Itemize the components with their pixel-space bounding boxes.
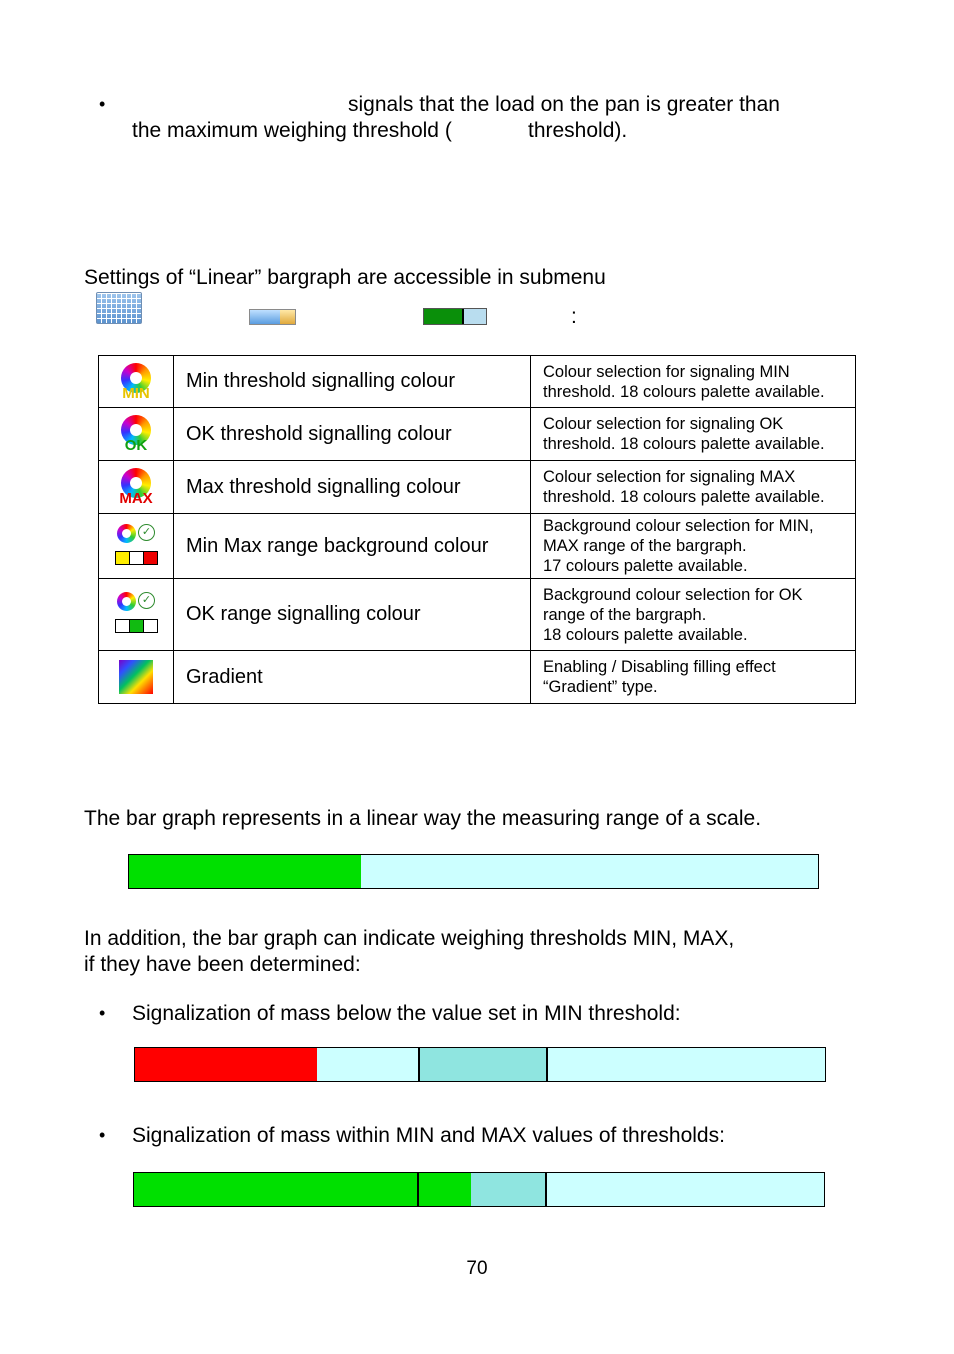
min-icon-label: MIN bbox=[122, 384, 150, 402]
row-name: OK range signalling colour bbox=[174, 579, 531, 651]
table-icon-cell bbox=[99, 651, 174, 704]
grid-menu-icon bbox=[96, 292, 142, 324]
bargraph-example-within-range bbox=[133, 1172, 825, 1207]
bar-fill bbox=[134, 1173, 471, 1206]
row-name: Max threshold signalling colour bbox=[174, 461, 531, 514]
table-row bbox=[99, 356, 856, 408]
bargraph-description: The bar graph represents in a linear way the measuring range of a scale. bbox=[84, 807, 762, 830]
row-description-line: Colour selection for signaling OK bbox=[543, 415, 784, 433]
bargraph-example-basic bbox=[128, 854, 819, 889]
below-min-text: Signalization of mass below the value set in MIN threshold: bbox=[132, 1002, 681, 1025]
row-description-line: threshold. 18 colours palette available. bbox=[543, 488, 825, 506]
row-description-line: threshold. 18 colours palette available. bbox=[543, 435, 825, 453]
row-description-line: Colour selection for signaling MAX bbox=[543, 468, 796, 486]
row-description-line: Enabling / Disabling filling effect bbox=[543, 658, 776, 676]
ok-range-icon: ✓ bbox=[99, 592, 173, 637]
bar-threshold-tick bbox=[418, 1048, 420, 1081]
page-number: 70 bbox=[466, 1258, 488, 1279]
bullet-dot: • bbox=[99, 94, 106, 114]
bargraph-icon bbox=[249, 309, 296, 325]
thresholds-text-line2: if they have been determined: bbox=[84, 953, 361, 976]
bullet-dot: • bbox=[99, 1003, 106, 1023]
within-range-text: Signalization of mass within MIN and MAX values of thresholds: bbox=[132, 1124, 725, 1147]
row-description-line: Background colour selection for MIN, bbox=[543, 517, 814, 535]
row-name: Min Max range background colour bbox=[174, 514, 531, 579]
row-description bbox=[531, 579, 856, 651]
row-description bbox=[531, 651, 856, 704]
min-max-range-icon: ✓ bbox=[99, 524, 173, 569]
row-name: OK threshold signalling colour bbox=[174, 408, 531, 461]
row-description-line: threshold. 18 colours palette available. bbox=[543, 382, 825, 401]
table-icon-cell bbox=[99, 461, 174, 514]
bar-fill bbox=[135, 1048, 317, 1081]
thresholds-text-line1: In addition, the bar graph can indicate weighing thresholds MIN, MAX, bbox=[84, 927, 735, 950]
settings-text: Settings of “Linear” bargraph are accessible in submenu bbox=[84, 266, 606, 289]
table-row bbox=[99, 461, 856, 514]
row-description-line: Background colour selection for OK bbox=[543, 585, 803, 604]
table-row bbox=[99, 514, 856, 579]
intro-text-line2a: the maximum weighing threshold ( bbox=[132, 119, 452, 142]
gradient-icon bbox=[119, 660, 153, 694]
max-icon-label: MAX bbox=[119, 490, 153, 507]
row-name: Min threshold signalling colour bbox=[174, 356, 531, 408]
bargraph-example-below-min bbox=[134, 1047, 826, 1082]
ok-icon-label: OK bbox=[124, 437, 148, 454]
intro-text-line2b: threshold). bbox=[528, 119, 628, 142]
table-row bbox=[99, 579, 856, 651]
row-description-line: 18 colours palette available. bbox=[543, 625, 748, 644]
table-row bbox=[99, 651, 856, 704]
bar-threshold-tick bbox=[546, 1048, 548, 1081]
row-name: Gradient bbox=[174, 651, 531, 704]
table-icon-cell bbox=[99, 408, 174, 461]
bar-threshold-tick bbox=[545, 1173, 547, 1206]
row-description bbox=[531, 461, 856, 514]
row-description-line: 17 colours palette available. bbox=[543, 557, 748, 575]
bar-fill bbox=[129, 855, 361, 888]
row-description bbox=[531, 356, 856, 408]
row-description bbox=[531, 514, 856, 579]
table-icon-cell bbox=[99, 579, 174, 651]
settings-table bbox=[98, 355, 856, 704]
bullet-dot: • bbox=[99, 1125, 106, 1145]
table-row bbox=[99, 408, 856, 461]
linear-bargraph-icon bbox=[423, 308, 487, 325]
bar-ok-range bbox=[419, 1048, 547, 1081]
settings-colon: : bbox=[571, 305, 577, 328]
row-description-line: range of the bargraph. bbox=[543, 605, 707, 624]
row-description bbox=[531, 408, 856, 461]
bar-threshold-tick bbox=[417, 1173, 419, 1206]
row-description-line: MAX range of the bargraph. bbox=[543, 537, 747, 555]
table-icon-cell bbox=[99, 514, 174, 579]
row-description-line: “Gradient” type. bbox=[543, 678, 658, 696]
intro-text-line1: signals that the load on the pan is greater than bbox=[348, 93, 780, 116]
table-icon-cell bbox=[99, 356, 174, 408]
row-description-line: Colour selection for signaling MIN bbox=[543, 362, 790, 381]
